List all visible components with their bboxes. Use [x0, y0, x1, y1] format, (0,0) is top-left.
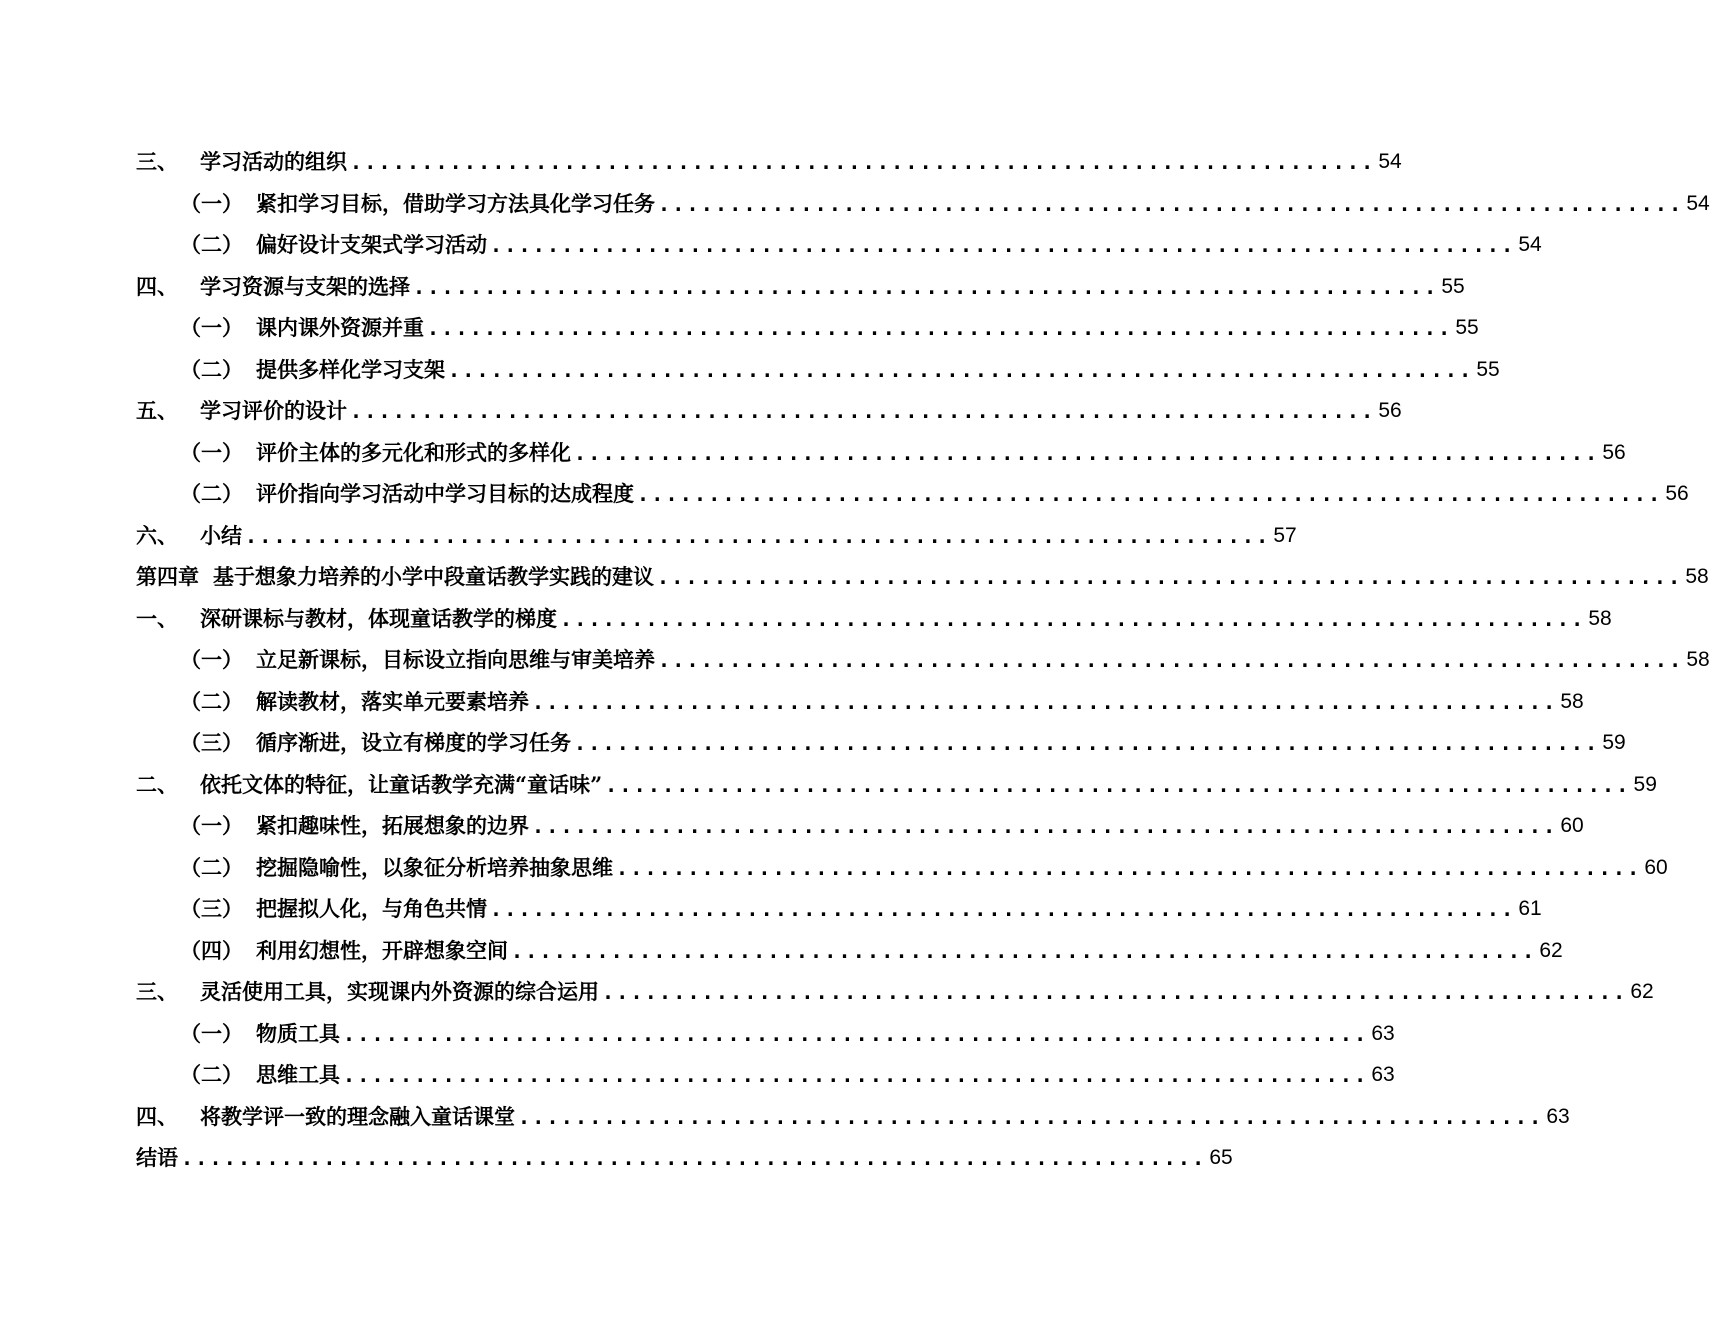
toc-entry-title: 课内课外资源并重: [256, 315, 424, 340]
toc-entry-number: （三）: [180, 730, 243, 755]
toc-entry-number: （二）: [180, 855, 243, 880]
toc-entry[interactable]: [136, 348, 1500, 384]
leader-dots: ........................................................................: [657, 565, 1683, 589]
leader-dots: ........................................................................: [532, 814, 1558, 838]
toc-entry-number: 三、: [136, 149, 178, 174]
toc-entry-number: 二、: [136, 772, 178, 797]
toc-entry-page: 54: [1378, 150, 1402, 173]
toc-entry-page: 54: [1518, 233, 1542, 256]
leader-dots: ........................................................................: [532, 690, 1558, 714]
toc-entry-page: 63: [1371, 1063, 1395, 1086]
toc-entry-title: 基于想象力培养的小学中段童话教学实践的建议: [213, 564, 654, 589]
toc-entry-number: 一、: [136, 606, 178, 631]
toc-entry-title: 将教学评一致的理念融入童话课堂: [200, 1104, 515, 1129]
toc-entry-page: 65: [1209, 1146, 1233, 1169]
toc-entry-page: 58: [1560, 690, 1584, 713]
toc-entry-title: 灵活使用工具，实现课内外资源的综合运用: [200, 979, 599, 1004]
toc-entry-page: 62: [1630, 980, 1654, 1003]
leader-dots: ........................................................................: [605, 773, 1631, 797]
toc-entry[interactable]: [136, 306, 1479, 342]
toc-entry-title: 紧扣趣味性，拓展想象的边界: [256, 813, 529, 838]
toc-entry-title: 提供多样化学习支架: [256, 357, 445, 382]
toc-entry-number: （二）: [180, 232, 243, 257]
toc-entry[interactable]: [136, 140, 1402, 176]
toc-entry-title: 思维工具: [256, 1062, 340, 1087]
toc-entry-number: （一）: [180, 647, 243, 672]
toc-entry-title: 学习活动的组织: [200, 149, 347, 174]
leader-dots: ........................................................................: [637, 482, 1663, 506]
leader-dots: ........................................................................: [245, 524, 1271, 548]
toc-entry-number: （一）: [180, 1021, 243, 1046]
toc-entry-number: 六、: [136, 523, 178, 548]
toc-entry[interactable]: [136, 597, 1612, 633]
toc-entry-title: 循序渐进，设立有梯度的学习任务: [256, 730, 571, 755]
toc-entry-title: 依托文体的特征，让童话教学充满“童话味”: [200, 772, 603, 797]
toc-entry-page: 59: [1633, 773, 1657, 796]
toc-entry-page: 58: [1588, 607, 1612, 630]
toc-entry-page: 60: [1644, 856, 1668, 879]
toc-entry[interactable]: [136, 1095, 1570, 1131]
toc-entry-title: 小结: [200, 523, 242, 548]
toc-entry-chapter[interactable]: [136, 555, 1709, 591]
toc-entry-number: （二）: [180, 1062, 243, 1087]
toc-entry-title: 利用幻想性，开辟想象空间: [256, 938, 508, 963]
leader-dots: ........................................................................: [658, 648, 1684, 672]
toc-entry-number: 四、: [136, 1104, 178, 1129]
toc-entry-page: 58: [1686, 648, 1710, 671]
toc-entry-page: 57: [1273, 524, 1297, 547]
toc-entry[interactable]: [136, 970, 1654, 1006]
toc-entry-page: 59: [1602, 731, 1626, 754]
toc-entry[interactable]: [136, 680, 1584, 716]
leader-dots: ........................................................................: [616, 856, 1642, 880]
toc-entry-page: 58: [1685, 565, 1709, 588]
toc-entry-page: 61: [1518, 897, 1542, 920]
toc-entry-title: 学习评价的设计: [200, 398, 347, 423]
toc-entry-number: （二）: [180, 357, 243, 382]
toc-entry[interactable]: [136, 638, 1710, 674]
toc-entry[interactable]: [136, 721, 1626, 757]
leader-dots: ........................................................................: [350, 399, 1376, 423]
toc-entry-number: （二）: [180, 481, 243, 506]
leader-dots: ........................................................................: [574, 441, 1600, 465]
toc-entry[interactable]: [136, 431, 1626, 467]
toc-entry-page: 55: [1476, 358, 1500, 381]
toc-entry-title: 把握拟人化，与角色共情: [256, 896, 487, 921]
toc-entry[interactable]: [136, 472, 1689, 508]
toc-entry-title: 评价主体的多元化和形式的多样化: [256, 440, 571, 465]
toc-entry-page: 60: [1560, 814, 1584, 837]
toc-entry-number: 三、: [136, 979, 178, 1004]
leader-dots: ........................................................................: [343, 1063, 1369, 1087]
toc-entry-title: 立足新课标，目标设立指向思维与审美培养: [256, 647, 655, 672]
toc-entry[interactable]: [136, 887, 1542, 923]
leader-dots: ........................................................................: [518, 1105, 1544, 1129]
toc-entry-page: 55: [1455, 316, 1479, 339]
toc-entry[interactable]: [136, 1012, 1395, 1048]
toc-entry-page: 54: [1686, 192, 1710, 215]
leader-dots: ........................................................................: [181, 1146, 1207, 1170]
leader-dots: ........................................................................: [413, 275, 1439, 299]
leader-dots: ........................................................................: [427, 316, 1453, 340]
toc-entry[interactable]: [136, 804, 1584, 840]
leader-dots: ........................................................................: [350, 150, 1376, 174]
toc-entry-page: 56: [1378, 399, 1402, 422]
toc-entry-number: 四、: [136, 274, 178, 299]
toc-entry-title: 挖掘隐喻性，以象征分析培养抽象思维: [256, 855, 613, 880]
toc-entry-title: 物质工具: [256, 1021, 340, 1046]
toc-entry-title: 结语: [136, 1145, 178, 1170]
toc-entry-number: 第四章: [136, 564, 199, 589]
toc-entry-number: （一）: [180, 440, 243, 465]
toc-entry-page: 55: [1441, 275, 1465, 298]
toc-entry[interactable]: [136, 929, 1563, 965]
leader-dots: ........................................................................: [574, 731, 1600, 755]
toc-entry-page: 56: [1602, 441, 1626, 464]
toc-entry-page: 56: [1665, 482, 1689, 505]
leader-dots: ........................................................................: [490, 233, 1516, 257]
toc-entry-title: 深研课标与教材，体现童话教学的梯度: [200, 606, 557, 631]
toc-entry-number: （二）: [180, 689, 243, 714]
toc-entry-title: 紧扣学习目标，借助学习方法具化学习任务: [256, 191, 655, 216]
leader-dots: ........................................................................: [658, 192, 1684, 216]
leader-dots: ........................................................................: [602, 980, 1628, 1004]
leader-dots: ........................................................................: [343, 1022, 1369, 1046]
toc-entry-page: 62: [1539, 939, 1563, 962]
toc-entry[interactable]: [136, 846, 1668, 882]
toc-entry-page: 63: [1546, 1105, 1570, 1128]
leader-dots: ........................................................................: [560, 607, 1586, 631]
toc-entry-title: 学习资源与支架的选择: [200, 274, 410, 299]
toc-entry-number: （一）: [180, 315, 243, 340]
toc-entry-conclusion[interactable]: [136, 1136, 1233, 1172]
toc-entry-number: （一）: [180, 813, 243, 838]
toc-entry-title: 评价指向学习活动中学习目标的达成程度: [256, 481, 634, 506]
toc-entry[interactable]: [136, 1053, 1395, 1089]
toc-entry-title: 解读教材，落实单元要素培养: [256, 689, 529, 714]
toc-entry-page: 63: [1371, 1022, 1395, 1045]
toc-entry[interactable]: [136, 763, 1657, 799]
toc-entry-number: 五、: [136, 398, 178, 423]
toc-entry-number: （一）: [180, 191, 243, 216]
toc-entry[interactable]: [136, 223, 1542, 259]
leader-dots: ........................................................................: [448, 358, 1474, 382]
toc-entry-title: 偏好设计支架式学习活动: [256, 232, 487, 257]
toc-entry[interactable]: [136, 182, 1710, 218]
leader-dots: ........................................................................: [490, 897, 1516, 921]
toc-entry[interactable]: [136, 514, 1297, 550]
toc-entry[interactable]: [136, 389, 1402, 425]
toc-entry-number: （四）: [180, 938, 243, 963]
toc-entry[interactable]: [136, 265, 1465, 301]
toc-entry-number: （三）: [180, 896, 243, 921]
leader-dots: ........................................................................: [511, 939, 1537, 963]
